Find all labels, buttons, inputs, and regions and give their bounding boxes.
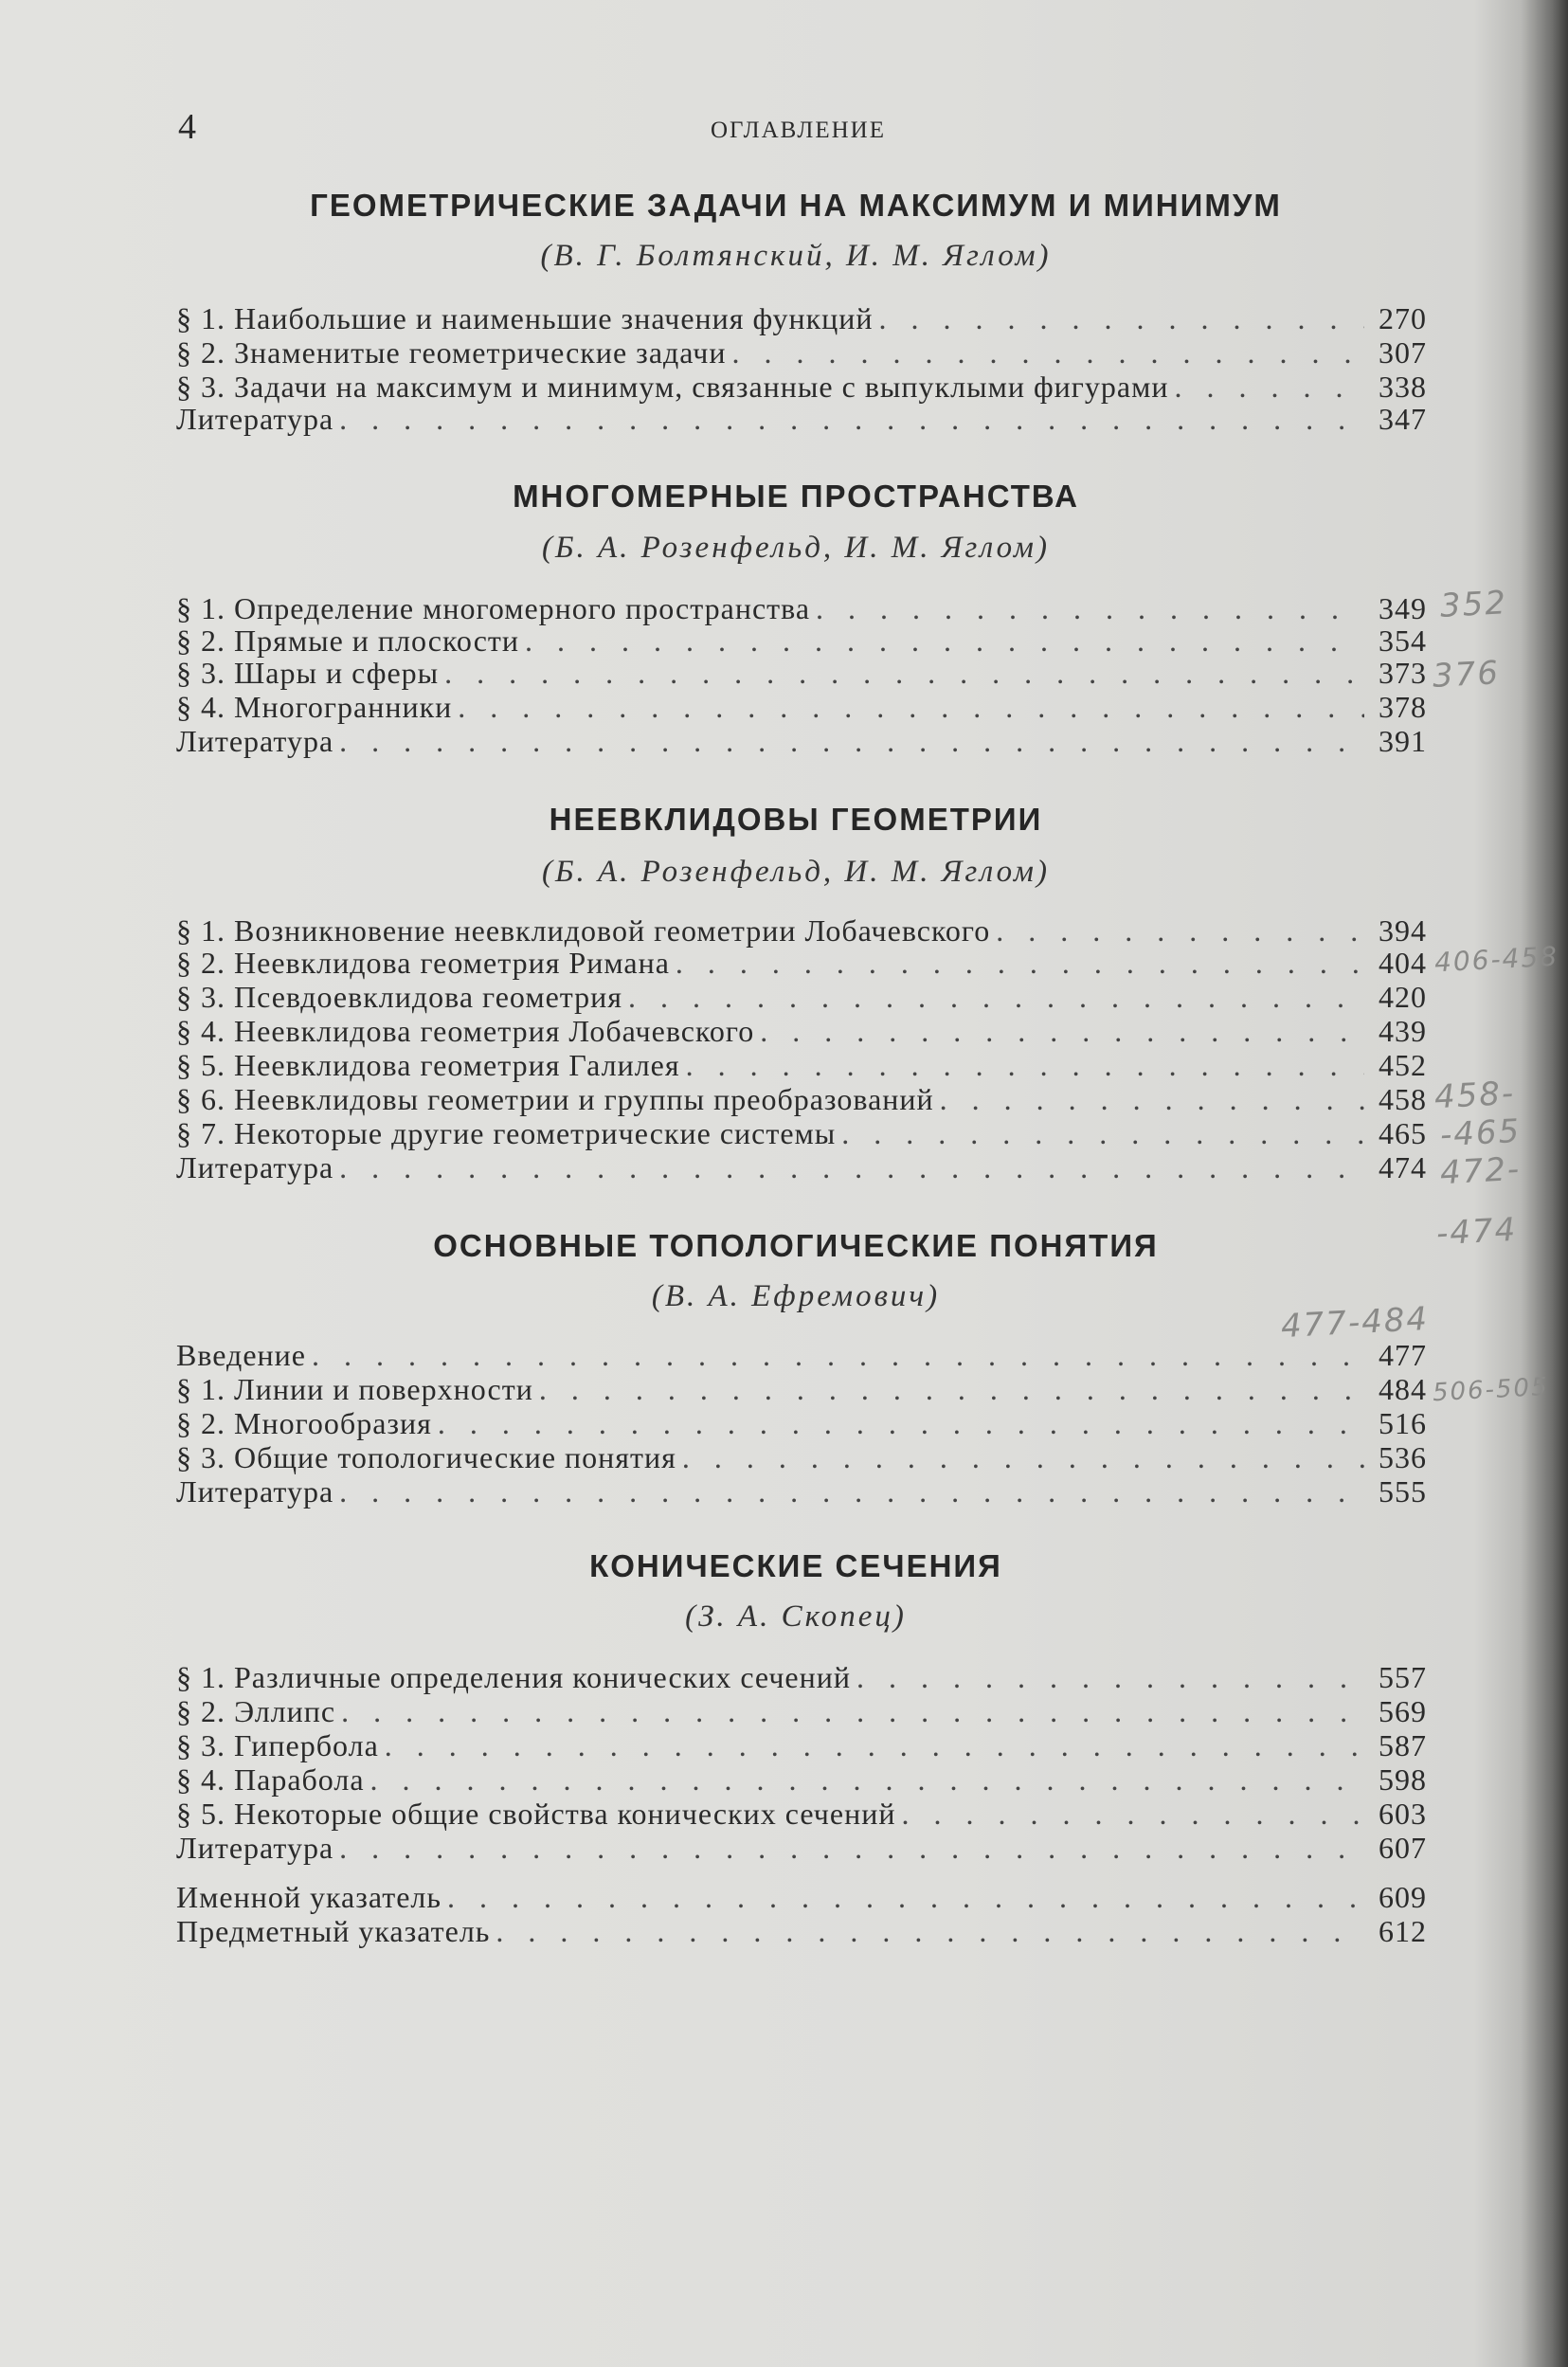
handwritten-note: -465 [1439, 1111, 1523, 1155]
handwritten-note: 472- [1439, 1149, 1523, 1193]
toc-entry-label: Введение [176, 1338, 306, 1372]
toc-entry-page: 270 [1379, 301, 1427, 335]
toc-entry[interactable] [176, 1014, 1427, 1048]
toc-entry-page: 612 [1379, 1914, 1427, 1948]
leader-dots [1175, 370, 1365, 404]
toc-entry-label: Литература [176, 1150, 334, 1184]
section-title: МНОГОМЕРНЫЕ ПРОСТРАНСТВА [513, 479, 1079, 514]
toc-entry-label: § 3. Гипербола [176, 1728, 379, 1762]
toc-entry-label: § 5. Неевклидова геометрия Галилея [176, 1048, 680, 1082]
toc-entry[interactable] [176, 1694, 1427, 1728]
toc-entry[interactable] [176, 690, 1427, 724]
running-head: ОГЛАВЛЕНИЕ [711, 117, 886, 143]
toc-entry-label: Именной указатель [176, 1880, 442, 1914]
section-title: ОСНОВНЫЕ ТОПОЛОГИЧЕСКИЕ ПОНЯТИЯ [433, 1228, 1159, 1263]
toc-entry-label: § 5. Некоторые общие свойства конических сечений [176, 1797, 896, 1831]
leader-dots [447, 1880, 1364, 1914]
toc-entry[interactable] [176, 1440, 1427, 1474]
handwritten-note: 406-458 [1433, 940, 1559, 979]
toc-entry[interactable] [176, 1048, 1427, 1082]
leader-dots [856, 1660, 1364, 1694]
toc-entry[interactable] [176, 1474, 1427, 1509]
toc-entry-page: 569 [1379, 1694, 1427, 1728]
toc-entry[interactable] [176, 1797, 1427, 1831]
toc-entry-label: § 4. Неевклидова геометрия Лобачевского [176, 1014, 755, 1048]
leader-dots [438, 1406, 1364, 1440]
toc-entry-label: § 2. Многообразия [176, 1406, 432, 1440]
handwritten-note: 458- [1433, 1074, 1517, 1117]
leader-dots [539, 1372, 1364, 1406]
leader-dots [458, 690, 1364, 724]
toc-entry-page: 536 [1379, 1440, 1427, 1474]
toc-entry-label: § 2. Эллипс [176, 1694, 336, 1728]
toc-entry[interactable] [176, 1880, 1427, 1914]
leader-dots [341, 1694, 1364, 1728]
toc-entry[interactable] [176, 1406, 1427, 1440]
leader-dots [312, 1338, 1364, 1372]
toc-entry[interactable] [176, 1831, 1427, 1865]
toc-entry-page: 603 [1379, 1797, 1427, 1831]
toc-entry-page: 338 [1379, 370, 1427, 404]
toc-entry[interactable] [176, 591, 1427, 625]
toc-entry-page: 587 [1379, 1728, 1427, 1762]
leader-dots [370, 1762, 1364, 1797]
toc-entry-page: 598 [1379, 1762, 1427, 1797]
leader-dots [878, 301, 1364, 335]
toc-entry-page: 452 [1379, 1048, 1427, 1082]
toc-entry-page: 516 [1379, 1406, 1427, 1440]
toc-entry[interactable] [176, 1914, 1427, 1948]
toc-entry-label: Литература [176, 724, 334, 758]
toc-entry-page: 347 [1379, 402, 1427, 436]
toc-entry-label: Литература [176, 1831, 334, 1865]
toc-entry-label: § 2. Прямые и плоскости [176, 623, 520, 658]
leader-dots [339, 1474, 1364, 1509]
toc-entry-page: 404 [1379, 946, 1427, 980]
toc-entry-label: § 4. Парабола [176, 1762, 365, 1797]
toc-entry-label: § 1. Наибольшие и наименьшие значения функций [176, 301, 874, 335]
toc-entry[interactable] [176, 946, 1427, 980]
toc-entry[interactable] [176, 913, 1427, 948]
leader-dots [339, 724, 1364, 758]
leader-dots [339, 1150, 1364, 1184]
leader-dots [760, 1014, 1364, 1048]
toc-entry-label: § 3. Псевдоевклидова геометрия [176, 980, 622, 1014]
leader-dots [731, 335, 1364, 370]
section-authors: (Б. А. Розенфельд, И. М. Яглом) [542, 855, 1050, 889]
section-title: ГЕОМЕТРИЧЕСКИЕ ЗАДАЧИ НА МАКСИМУМ И МИНИМУМ [310, 188, 1282, 223]
leader-dots [940, 1082, 1364, 1116]
toc-entry-label: § 3. Общие топологические понятия [176, 1440, 676, 1474]
leader-dots [496, 1914, 1364, 1948]
toc-entry[interactable] [176, 1338, 1427, 1372]
toc-entry-label: § 1. Возникновение неевклидовой геометрии Лобачевского [176, 913, 991, 948]
toc-entry-page: 420 [1379, 980, 1427, 1014]
leader-dots [996, 913, 1364, 948]
leader-dots [385, 1728, 1364, 1762]
toc-entry[interactable] [176, 335, 1427, 370]
section-authors: (В. А. Ефремович) [651, 1279, 941, 1313]
toc-entry-label: Литература [176, 402, 334, 436]
toc-entry-page: 477 [1379, 1338, 1427, 1372]
leader-dots [628, 980, 1364, 1014]
toc-entry[interactable] [176, 724, 1427, 758]
toc-entry-label: § 1. Определение многомерного пространства [176, 591, 811, 625]
toc-entry-page: 349 [1379, 591, 1427, 625]
toc-entry-label: § 2. Неевклидова геометрия Римана [176, 946, 670, 980]
toc-entry[interactable] [176, 623, 1427, 658]
leader-dots [444, 656, 1364, 690]
toc-entry[interactable] [176, 402, 1427, 436]
toc-entry[interactable] [176, 1660, 1427, 1694]
toc-entry[interactable] [176, 370, 1427, 404]
toc-entry-label: § 6. Неевклидовы геометрии и группы преобразований [176, 1082, 934, 1116]
toc-entry-page: 394 [1379, 913, 1427, 948]
toc-entry-page: 391 [1379, 724, 1427, 758]
toc-entry[interactable] [176, 1082, 1427, 1116]
leader-dots [339, 402, 1364, 436]
page-number: 4 [178, 107, 196, 147]
leader-dots [901, 1797, 1364, 1831]
toc-entry[interactable] [176, 656, 1427, 690]
toc-entry-page: 465 [1379, 1116, 1427, 1150]
toc-entry-page: 484 [1379, 1372, 1427, 1406]
handwritten-note: -474 [1435, 1210, 1519, 1254]
section-authors: (В. Г. Болтянский, И. М. Яглом) [540, 239, 1052, 273]
toc-entry[interactable] [176, 1150, 1427, 1184]
toc-entry-page: 557 [1379, 1660, 1427, 1694]
toc-entry-page: 607 [1379, 1831, 1427, 1865]
handwritten-note: 506-505 [1432, 1372, 1550, 1408]
toc-entry-label: § 1. Линии и поверхности [176, 1372, 533, 1406]
leader-dots [686, 1048, 1364, 1082]
toc-entry[interactable] [176, 980, 1427, 1014]
toc-entry-label: § 3. Шары и сферы [176, 656, 440, 690]
leader-dots [682, 1440, 1364, 1474]
toc-entry-page: 373 [1379, 656, 1427, 690]
handwritten-note: 352 [1439, 584, 1508, 625]
toc-entry[interactable] [176, 1728, 1427, 1762]
toc-entry-page: 378 [1379, 690, 1427, 724]
toc-entry-page: 439 [1379, 1014, 1427, 1048]
toc-entry[interactable] [176, 301, 1427, 335]
toc-entry-label: § 4. Многогранники [176, 690, 453, 724]
leader-dots [525, 623, 1364, 658]
toc-entry-label: Предметный указатель [176, 1914, 491, 1948]
leader-dots [339, 1831, 1364, 1865]
toc-entry-page: 609 [1379, 1880, 1427, 1914]
leader-dots [676, 946, 1364, 980]
section-title: НЕЕВКЛИДОВЫ ГЕОМЕТРИИ [549, 802, 1043, 837]
handwritten-note: 376 [1432, 654, 1501, 696]
leader-dots [816, 591, 1364, 625]
section-authors: (Б. А. Розенфельд, И. М. Яглом) [542, 531, 1050, 565]
section-authors: (З. А. Скопец) [685, 1599, 907, 1634]
toc-entry-label: § 1. Различные определения конических сечений [176, 1660, 851, 1694]
section-title: КОНИЧЕСКИЕ СЕЧЕНИЯ [589, 1548, 1002, 1583]
toc-entry-page: 555 [1379, 1474, 1427, 1509]
toc-entry-page: 474 [1379, 1150, 1427, 1184]
toc-entry-label: Литература [176, 1474, 334, 1509]
toc-entry[interactable] [176, 1372, 1427, 1406]
handwritten-note: 477-484 [1280, 1299, 1431, 1346]
toc-entry[interactable] [176, 1762, 1427, 1797]
toc-entry-page: 458 [1379, 1082, 1427, 1116]
toc-entry-page: 307 [1379, 335, 1427, 370]
leader-dots [841, 1116, 1364, 1150]
toc-entry-label: § 3. Задачи на максимум и минимум, связанные с выпуклыми фигурами [176, 370, 1169, 404]
toc-entry-label: § 7. Некоторые другие геометрические системы [176, 1116, 837, 1150]
toc-entry-label: § 2. Знаменитые геометрические задачи [176, 335, 727, 370]
toc-entry-page: 354 [1379, 623, 1427, 658]
toc-entry[interactable] [176, 1116, 1427, 1150]
